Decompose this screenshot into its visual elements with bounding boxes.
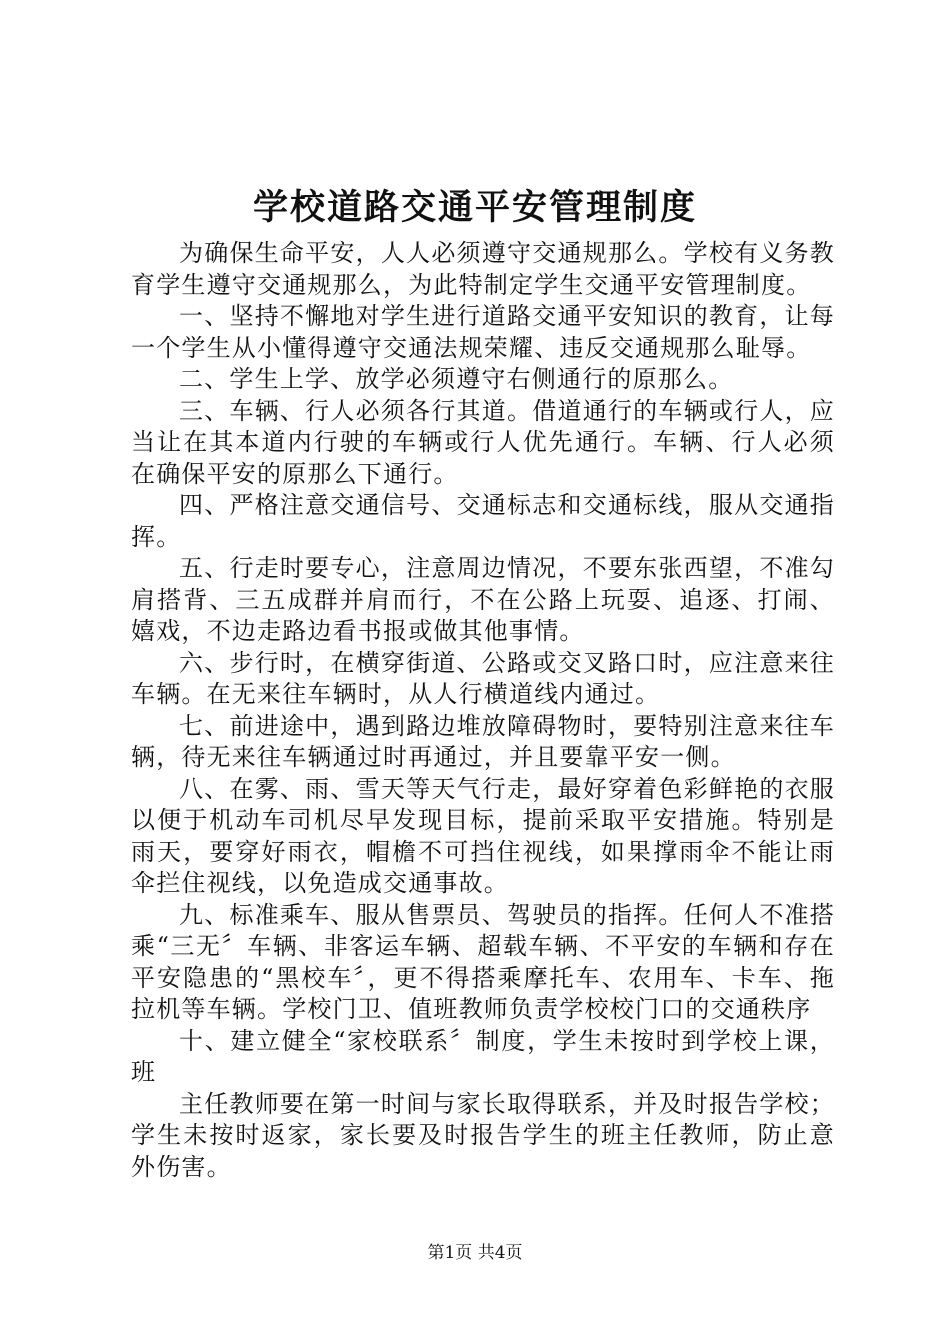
rule-paragraph-10-continued: 主任教师要在第一时间与家长取得联系，并及时报告学校；学生未按时返家，家长要及时报告学生的班主任教师，防止意外伤害。 (131, 1089, 835, 1181)
rule-paragraph-5: 五、行走时要专心，注意周边情况，不要东张西望，不准勾肩搭背、三五成群并肩而行，不在公路上玩耍、追逐、打闹、嬉戏，不边走路边看书报或做其他事情。 (131, 554, 835, 645)
intro-paragraph: 为确保生命平安，人人必须遵守交通规那么。学校有义务教育学生遵守交通规那么，为此特制定学生交通平安管理制度。 (131, 239, 835, 299)
document-body (131, 238, 835, 1183)
page-number-footer: 第1页 共4页 (427, 1243, 523, 1263)
rule-paragraph-1: 一、坚持不懈地对学生进行道路交通平安知识的教育，让每一个学生从小懂得遵守交通法规荣耀、违反交通规那么耻辱。 (131, 302, 835, 362)
rule-paragraph-2: 二、学生上学、放学必须遵守右侧通行的原那么。 (179, 365, 734, 393)
rule-paragraph-7: 七、前进途中，遇到路边堆放障碍物时，要特别注意来往车辆，待无来往车辆通过时再通过，并且要靠平安一侧。 (131, 711, 835, 771)
rule-paragraph-6: 六、步行时，在横穿街道、公路或交叉路口时，应注意来往车辆。在无来往车辆时，从人行横道线内通过。 (131, 648, 835, 708)
rule-paragraph-8: 八、在雾、雨、雪天等天气行走，最好穿着色彩鲜艳的衣服以便于机动车司机尽早发现目标，提前采取平安措施。特别是雨天，要穿好雨衣，帽檐不可挡住视线，如果撑雨伞不能让雨伞拦住视线，以免造成交通事故。 (131, 774, 835, 897)
rule-paragraph-10: 十、建立健全“家校联系〞制度，学生未按时到学校上课，班 (131, 1026, 835, 1086)
rule-paragraph-3: 三、车辆、行人必须各行其道。借道通行的车辆或行人，应当让在其本道内行驶的车辆或行人优先通行。车辆、行人必须在确保平安的原那么下通行。 (131, 396, 835, 488)
rule-paragraph-9: 九、标准乘车、服从售票员、驾驶员的指挥。任何人不准搭乘“三无〞车辆、非客运车辆、超载车辆、不平安的车辆和存在平安隐患的“黑校车〞，更不得搭乘摩托车、农用车、卡车、拖拉机等车辆。学校门卫、值班教师负责学校校门口的交通秩序 (131, 900, 835, 1023)
rule-paragraph-4: 四、严格注意交通信号、交通标志和交通标线，服从交通指挥。 (131, 491, 835, 551)
document-title: 学校道路交通平安管理制度 (252, 187, 697, 228)
